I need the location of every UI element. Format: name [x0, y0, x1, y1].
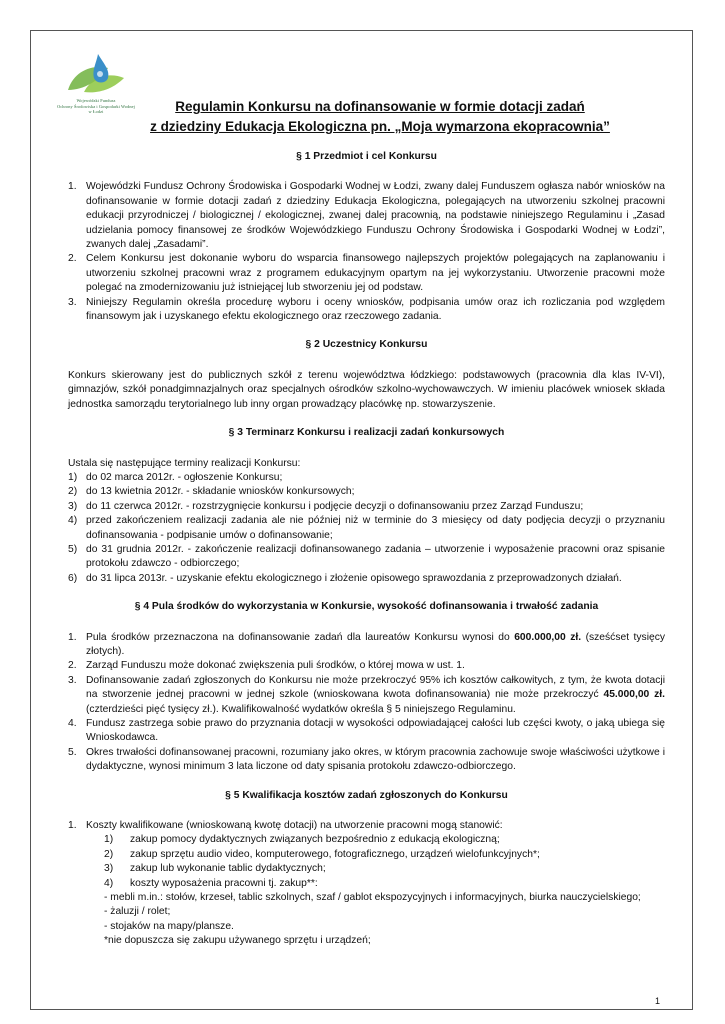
section-1-list	[68, 180, 665, 324]
section-5-list	[68, 819, 665, 833]
document-body	[68, 150, 665, 949]
list-item: 2) do 13 kwietnia 2012r. - składanie wniosków konkursowych;	[68, 486, 355, 498]
section-5-sublist	[68, 833, 665, 891]
list-item: 2. Zarząd Funduszu może dokonać zwiększenia puli środków, o której mowa w ust. 1.	[68, 660, 465, 672]
section-3-intro: Ustala się następujące terminy realizacji Konkursu:	[68, 457, 301, 469]
section-5-heading: § 5 Kwalifikacja kosztów zadań zgłoszonych do Konkursu	[225, 789, 508, 801]
equipment-line: - stojaków na mapy/plansze.	[104, 920, 234, 932]
logo-line-3: w Łodzi	[88, 109, 104, 115]
footnote-line: *nie dopuszcza się zakupu używanego sprzętu i urządzeń;	[104, 935, 371, 947]
equipment-line: - żaluzji / rolet;	[104, 906, 171, 918]
list-item: 4) koszty wyposażenia pracowni tj. zakup**:	[104, 877, 318, 889]
list-item: 5) do 31 grudnia 2012r. - zakończenie realizacji dofinansowanego zadania – utworzenie i wyposażenie pracowni oraz spisanie protokołu zdawczo - odbiorczego;	[68, 543, 665, 570]
logo-line-1: Wojewódzki Fundusz	[76, 98, 116, 103]
section-2-text: Konkurs skierowany jest do publicznych szkół z terenu województwa łódzkiego: podstawowych (pracownia dla klas IV-VI), gimnazjów, szkół ponadgimnazjalnych oraz specjalnych ośrodków szkolno-wychowawczych. W imieniu placówek wniosek składa jednostka samorządu terytorialnego lub inny organ prowadzący placówkę np. stowarzyszenie.	[68, 369, 665, 410]
max-grant-amount: 45.000,00 zł.	[603, 689, 665, 701]
title-line-2: z dziedziny Edukacja Ekologiczna pn. „Moja wymarzona ekopracownia”	[150, 119, 610, 134]
list-item: 5. Okres trwałości dofinansowanej pracowni, rozumiany jako okres, w którym pracownia zachowuje swoje właściwości użytkowe i dydaktyczne, wynosi minimum 3 lata liczone od daty spisania protokołu zdawczo-odbiorczego.	[68, 746, 665, 773]
list-item: 1. Koszty kwalifikowane (wnioskowaną kwotę dotacji) na utworzenie pracowni mogą stanowić:	[68, 820, 503, 832]
section-3-list	[68, 471, 665, 586]
list-item: 3. Dofinansowanie zadań zgłoszonych do Konkursu nie może przekroczyć 95% ich kosztów całkowitych, z tym, że kwota dotacji na stworzenie jednej pracowni w jednej szkole (wnioskowana kwota dofinansowania) nie może przekroczyć 45.000,00 zł. (czterdzieści pięć tysięcy zł.). Kwalifikowalność wydatków określa § 5 niniejszego Regulaminu.	[68, 674, 665, 715]
logo-line-2: Ochrony Środowiska i Gospodarki Wodnej	[57, 103, 135, 109]
section-3-heading: § 3 Terminarz Konkursu i realizacji zadań konkursowych	[228, 427, 505, 439]
section-1-heading: § 1 Przedmiot i cel Konkursu	[296, 151, 437, 162]
list-item: 4) przed zakończeniem realizacji zadania ale nie później niż w terminie do 3 miesięcy od daty podjęcia decyzji o przyznaniu dofinansowania - podpisanie umów o dofinansowanie;	[68, 515, 665, 541]
equipment-line: - mebli m.in.: stołów, krzeseł, tablic szkolnych, szaf / gablot ekspozycyjnych i informacyjnych, biurka nauczycielskiego;	[104, 892, 641, 904]
list-item: 2) zakup sprzętu audio video, komputerowego, fotograficznego, urządzeń wielofunkcyjnych*;	[104, 848, 540, 860]
list-item: 6) do 31 lipca 2013r. - uzyskanie efektu ekologicznego i złożenie opisowego sprawozdania z przeprowadzonych działań.	[68, 572, 622, 584]
list-item: 1) zakup pomocy dydaktycznych związanych bezpośrednio z edukacją ekologiczną;	[104, 834, 500, 846]
section-4-heading: § 4 Pula środków do wykorzystania w Konkursie, wysokość dofinansowania i trwałość zadania	[134, 601, 599, 613]
list-item: 3) do 11 czerwca 2012r. - rozstrzygnięcie konkursu i podjęcie decyzji o dofinansowaniu przez Zarząd Funduszu;	[68, 500, 584, 512]
list-item: 3. Niniejszy Regulamin określa procedurę wyboru i oceny wniosków, podpisania umów oraz ich rozliczania pod względem finansowym jak i uzyskanego efektu ekologicznego oraz rzeczowego zadania.	[68, 296, 665, 323]
page-number: 1	[655, 996, 661, 1006]
list-item: 1. Pula środków przeznaczona na dofinansowanie zadań dla laureatów Konkursu wynosi do 600.000,00 zł. (sześćset tysięcy złotych).	[68, 631, 666, 657]
section-2-heading: § 2 Uczestnicy Konkursu	[305, 339, 428, 351]
list-item: 2. Celem Konkursu jest dokonanie wyboru do wsparcia finansowego najlepszych projektów polegających na zaplanowaniu i utworzeniu szkolnej pracowni wraz z programem edukacyjnym opartym na jej wykorzystaniu. Utworzenie pracowni może polegać na zmodernizowaniu już istniejącej lub stworzeniu jej od podstaw.	[68, 253, 665, 294]
list-item: 1) do 02 marca 2012r. - ogłoszenie Konkursu;	[68, 471, 283, 483]
pool-amount: 600.000,00 zł.	[514, 631, 582, 643]
title-line-1: Regulamin Konkursu na dofinansowanie w formie dotacji zadań	[175, 99, 585, 114]
list-item: 1. Wojewódzki Fundusz Ochrony Środowiska i Gospodarki Wodnej w Łodzi, zwany dalej Funduszem ogłasza nabór wniosków na dofinansowanie w formie dotacji zadań z dziedziny Edukacja Ekologiczna, polegających na utworzeniu szkolnej pracowni edukacji przyrodniczej / biologicznej / ekologicznej, zwanej dalej pracownią, na podstawie niniejszego Regulaminu i „Zasad udzielania pomocy finansowej ze środków Wojewódzkiego Funduszu Ochrony Środowiska i Gospodarki Wodnej w Łodzi”, zwanych dalej „Zasadami”.	[68, 181, 665, 251]
document-title	[120, 97, 640, 137]
leaf-drop-logo-icon	[64, 50, 128, 98]
list-item: 4. Fundusz zastrzega sobie prawo do przyznania dotacji w wysokości odpowiadającej całości lub części kwoty, o jaką ubiega się Wnioskodawca.	[68, 718, 665, 744]
list-item: 3) zakup lub wykonanie tablic dydaktycznych;	[104, 863, 326, 875]
section-4-list	[68, 631, 665, 775]
